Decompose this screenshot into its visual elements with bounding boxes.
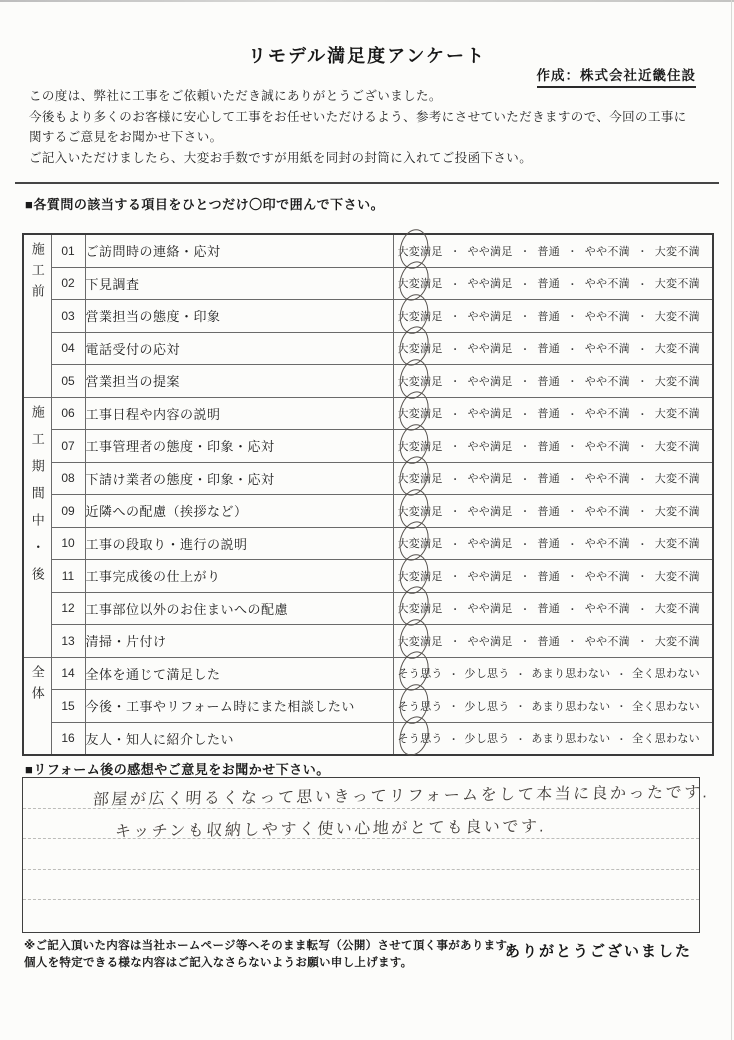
survey-row [23, 657, 713, 690]
question-number: 02 [51, 267, 85, 300]
option-label[interactable]: あまり思わない [531, 700, 611, 713]
option-label[interactable]: 大変不満 [654, 375, 700, 388]
question-text: ご訪問時の連絡・応対 [85, 234, 393, 267]
option-separator: ・ [450, 572, 461, 584]
option-separator: ・ [515, 734, 526, 746]
option-label[interactable]: 普通 [537, 538, 561, 551]
question-text: 工事完成後の仕上がり [85, 560, 393, 593]
options-cell [393, 657, 713, 690]
option-label[interactable]: やや満足 [467, 343, 513, 356]
option-label[interactable]: 大変満足 [398, 405, 443, 421]
question-text: 営業担当の態度・印象 [85, 300, 393, 333]
option-label[interactable]: やや満足 [467, 505, 513, 518]
option-separator: ・ [567, 409, 578, 421]
survey-row [23, 332, 713, 365]
options-cell [393, 365, 713, 398]
option-separator: ・ [567, 474, 578, 486]
intro-line: 関するご意見をお聞かせ下さい。 [29, 130, 223, 144]
option-label[interactable]: 少し思う [464, 668, 510, 681]
option-separator: ・ [637, 279, 648, 291]
option-separator: ・ [450, 312, 461, 324]
comment-ruled-line[interactable] [23, 809, 699, 840]
option-label[interactable]: やや不満 [584, 245, 630, 258]
question-number: 04 [51, 332, 85, 365]
option-separator: ・ [520, 247, 531, 259]
option-label[interactable]: やや満足 [467, 310, 513, 323]
comment-ruled-line[interactable] [23, 870, 699, 901]
option-separator: ・ [450, 344, 461, 356]
option-separator: ・ [515, 702, 526, 714]
option-label[interactable]: そう思う [398, 698, 443, 714]
option-separator: ・ [450, 279, 461, 291]
option-separator: ・ [637, 474, 648, 486]
group-label-cell [23, 397, 51, 657]
option-separator: ・ [567, 247, 578, 259]
option-separator: ・ [450, 604, 461, 616]
option-label[interactable]: 大変満足 [398, 438, 443, 454]
option-label[interactable]: 普通 [537, 440, 561, 453]
question-number: 11 [51, 560, 85, 593]
options-cell [393, 690, 713, 723]
option-label[interactable]: 大変不満 [654, 408, 700, 421]
intro-line: ご記入いただけましたら、大変お手数ですが用紙を同封の封筒に入れてご投函下さい。 [29, 150, 533, 165]
option-label[interactable]: 大変不満 [654, 473, 700, 486]
option-separator: ・ [520, 604, 531, 616]
question-text: 工事の段取り・進行の説明 [85, 527, 393, 560]
option-label[interactable]: あまり思わない [531, 733, 611, 746]
option-separator: ・ [567, 507, 578, 519]
option-separator: ・ [450, 474, 461, 486]
instruction-heading: ■各質問の該当する項目をひとつだけ〇印で囲んで下さい。 [25, 197, 385, 212]
question-text: 全体を通じて満足した [85, 657, 393, 690]
group-label: 施工前 [29, 242, 45, 305]
question-number: 15 [51, 690, 85, 723]
survey-row [23, 430, 713, 463]
option-separator: ・ [616, 734, 627, 746]
option-separator: ・ [567, 377, 578, 389]
question-number: 10 [51, 527, 85, 560]
page-title: リモデル満足度アンケート [247, 46, 487, 66]
option-separator: ・ [520, 539, 531, 551]
question-number: 14 [51, 657, 85, 690]
option-label[interactable]: やや不満 [584, 505, 630, 518]
option-separator: ・ [637, 344, 648, 356]
handwritten-comment: 部屋が広く明るくなって思いきってリフォームをして本当に良かったです. [92, 784, 711, 809]
question-number: 05 [51, 365, 85, 398]
question-text: 清掃・片付け [85, 625, 393, 658]
option-label[interactable]: やや満足 [467, 278, 513, 291]
option-label[interactable]: やや満足 [467, 570, 513, 583]
option-separator: ・ [520, 442, 531, 454]
comment-ruled-line[interactable] [23, 839, 699, 870]
option-label[interactable]: 大変満足 [398, 340, 443, 356]
option-separator: ・ [520, 507, 531, 519]
thanks-message: ありがとうございました [504, 943, 692, 960]
options-cell [393, 397, 713, 430]
option-separator: ・ [616, 702, 627, 714]
option-separator: ・ [567, 312, 578, 324]
options-cell [393, 560, 713, 593]
option-label[interactable]: 普通 [537, 408, 561, 421]
option-label[interactable]: やや不満 [584, 635, 630, 648]
option-separator: ・ [567, 572, 578, 584]
options-cell [393, 267, 713, 300]
option-label[interactable]: 大変満足 [398, 503, 443, 519]
option-separator: ・ [567, 442, 578, 454]
option-separator: ・ [520, 344, 531, 356]
option-separator: ・ [520, 279, 531, 291]
option-separator: ・ [520, 312, 531, 324]
option-separator: ・ [448, 734, 459, 746]
option-label[interactable]: 普通 [537, 505, 561, 518]
intro-paragraph [29, 86, 716, 168]
option-label[interactable]: 大変満足 [398, 600, 443, 616]
option-label[interactable]: 普通 [537, 635, 561, 648]
option-label[interactable]: やや満足 [467, 375, 513, 388]
survey-row [23, 462, 713, 495]
option-label[interactable]: 大変満足 [398, 275, 443, 291]
option-label[interactable]: やや満足 [467, 408, 513, 421]
survey-row [23, 592, 713, 625]
question-number: 12 [51, 592, 85, 625]
option-label[interactable]: 大変不満 [654, 505, 700, 518]
option-label[interactable]: 大変満足 [398, 568, 443, 584]
option-label[interactable]: 普通 [537, 310, 561, 323]
option-label[interactable]: やや満足 [467, 635, 513, 648]
option-separator: ・ [637, 539, 648, 551]
options-cell [393, 300, 713, 333]
option-separator: ・ [520, 409, 531, 421]
question-text: 営業担当の提案 [85, 365, 393, 398]
group-label-cell [23, 234, 51, 397]
option-separator: ・ [567, 637, 578, 649]
option-separator: ・ [567, 279, 578, 291]
option-separator: ・ [567, 539, 578, 551]
question-number: 03 [51, 300, 85, 333]
option-label[interactable]: そう思う [398, 665, 443, 681]
option-label[interactable]: やや不満 [584, 408, 630, 421]
survey-row [23, 495, 713, 528]
option-label[interactable]: 大変不満 [654, 440, 700, 453]
option-separator: ・ [520, 377, 531, 389]
comments-heading: ■リフォーム後の感想やご意見をお聞かせ下さい。 [25, 762, 330, 777]
option-separator: ・ [616, 669, 627, 681]
survey-row [23, 560, 713, 593]
selection-circle-mark [396, 226, 432, 271]
option-label[interactable]: やや満足 [467, 473, 513, 486]
comment-ruled-line[interactable] [23, 778, 711, 809]
option-separator: ・ [448, 702, 459, 714]
option-label[interactable]: 大変不満 [654, 635, 700, 648]
option-label[interactable]: 大変満足 [398, 308, 443, 324]
survey-row [23, 722, 713, 755]
option-label[interactable]: やや不満 [584, 603, 630, 616]
option-label[interactable]: 大変不満 [654, 603, 700, 616]
question-text: 電話受付の応対 [85, 332, 393, 365]
question-number: 06 [51, 397, 85, 430]
intro-line: 今後もより多くのお客様に安心して工事をお任せいただけるよう、参考にさせていただきますので、今回の工事に [29, 109, 687, 124]
option-label[interactable]: 大変不満 [654, 538, 700, 551]
question-number: 07 [51, 430, 85, 463]
option-label[interactable]: 少し思う [464, 733, 510, 746]
survey-row [23, 365, 713, 398]
option-label[interactable]: 普通 [537, 375, 561, 388]
option-label[interactable]: やや満足 [467, 538, 513, 551]
option-label[interactable]: 全く思わない [632, 668, 700, 681]
option-label[interactable]: 大変不満 [654, 343, 700, 356]
comment-ruled-line[interactable] [23, 900, 699, 931]
option-separator: ・ [637, 377, 648, 389]
question-number: 16 [51, 722, 85, 755]
option-label[interactable]: やや不満 [584, 538, 630, 551]
option-separator: ・ [515, 669, 526, 681]
option-separator: ・ [637, 604, 648, 616]
option-label[interactable]: 大変不満 [654, 278, 700, 291]
option-separator: ・ [450, 247, 461, 259]
options-cell [393, 332, 713, 365]
option-separator: ・ [448, 669, 459, 681]
option-label[interactable]: 普通 [537, 473, 561, 486]
option-label[interactable]: 普通 [537, 245, 561, 258]
option-label[interactable]: 全く思わない [632, 700, 700, 713]
survey-row [23, 234, 713, 267]
survey-row [23, 527, 713, 560]
question-number: 08 [51, 462, 85, 495]
option-separator: ・ [637, 507, 648, 519]
option-label[interactable]: やや不満 [584, 278, 630, 291]
option-label[interactable]: 大変満足 [398, 470, 443, 486]
option-label[interactable]: やや不満 [584, 570, 630, 583]
footer-note-line: ※ご記入頂いた内容は当社ホームページ等へそのまま転写（公開）させて頂く事があります。 [24, 940, 519, 952]
option-label[interactable]: 大変満足 [398, 633, 443, 649]
options-cell [393, 625, 713, 658]
section-divider [15, 182, 719, 184]
option-separator: ・ [520, 572, 531, 584]
option-label[interactable]: 普通 [537, 570, 561, 583]
option-label[interactable]: やや不満 [584, 440, 630, 453]
option-separator: ・ [637, 247, 648, 259]
options-cell [393, 592, 713, 625]
option-separator: ・ [450, 442, 461, 454]
question-number: 13 [51, 625, 85, 658]
option-label[interactable]: 普通 [537, 603, 561, 616]
option-label[interactable]: やや不満 [584, 375, 630, 388]
options-cell [393, 722, 713, 755]
option-label[interactable]: 全く思わない [632, 733, 700, 746]
option-label[interactable]: 普通 [537, 278, 561, 291]
survey-row [23, 397, 713, 430]
option-label[interactable]: やや満足 [467, 245, 513, 258]
option-separator: ・ [637, 572, 648, 584]
footer-notes [24, 938, 518, 972]
survey-row [23, 300, 713, 333]
option-separator: ・ [567, 604, 578, 616]
intro-line: この度は、弊社に工事をご依頼いただき誠にありがとうございました。 [29, 89, 442, 103]
question-text: 友人・知人に紹介したい [85, 722, 393, 755]
option-separator: ・ [450, 637, 461, 649]
option-separator: ・ [567, 344, 578, 356]
survey-table [22, 233, 714, 756]
option-label[interactable]: 大変不満 [654, 310, 700, 323]
option-label[interactable]: やや不満 [584, 343, 630, 356]
option-separator: ・ [450, 377, 461, 389]
survey-row [23, 625, 713, 658]
option-label[interactable]: 大変満足 [398, 373, 443, 389]
footer-note-line: 個人を特定できる様な内容はご記入なさらないようお願い申し上げます。 [24, 957, 413, 969]
question-text: 工事日程や内容の説明 [85, 397, 393, 430]
options-cell [393, 527, 713, 560]
option-separator: ・ [520, 474, 531, 486]
option-label[interactable]: やや満足 [467, 440, 513, 453]
options-cell [393, 234, 713, 267]
option-separator: ・ [450, 409, 461, 421]
options-cell [393, 462, 713, 495]
question-text: 近隣への配慮（挨拶など） [85, 495, 393, 528]
option-separator: ・ [450, 507, 461, 519]
group-label-cell [23, 657, 51, 755]
question-number: 01 [51, 234, 85, 267]
option-label[interactable]: 少し思う [464, 700, 510, 713]
option-label[interactable]: やや満足 [467, 603, 513, 616]
question-text: 工事管理者の態度・印象・応対 [85, 430, 393, 463]
option-label[interactable]: 大変不満 [654, 245, 700, 258]
survey-row [23, 267, 713, 300]
options-cell [393, 495, 713, 528]
option-separator: ・ [637, 442, 648, 454]
option-label[interactable]: そう思う [398, 730, 443, 746]
option-label[interactable]: やや不満 [584, 473, 630, 486]
options-cell [393, 430, 713, 463]
author-label: 作成：株式会社近畿住設 [537, 64, 697, 88]
group-label: 施工期間中・後 [29, 404, 45, 594]
option-label[interactable]: 大変不満 [654, 570, 700, 583]
question-text: 工事部位以外のお住まいへの配慮 [85, 592, 393, 625]
question-text: 下見調査 [85, 267, 393, 300]
option-label[interactable]: 大変満足 [398, 535, 443, 551]
handwritten-comment: キッチンも収納しやすく使い心地がとても良いです. [114, 817, 547, 841]
option-separator: ・ [637, 637, 648, 649]
question-number: 09 [51, 495, 85, 528]
option-separator: ・ [637, 312, 648, 324]
option-label[interactable]: やや不満 [584, 310, 630, 323]
option-label[interactable]: 普通 [537, 343, 561, 356]
option-label[interactable]: あまり思わない [531, 668, 611, 681]
option-label[interactable]: 大変満足 [398, 243, 443, 259]
option-separator: ・ [450, 539, 461, 551]
question-text: 下請け業者の態度・印象・応対 [85, 462, 393, 495]
option-separator: ・ [520, 637, 531, 649]
group-label: 全体 [29, 664, 45, 707]
option-separator: ・ [637, 409, 648, 421]
comments-box[interactable] [22, 777, 711, 933]
question-text: 今後・工事やリフォーム時にまた相談したい [85, 690, 393, 723]
survey-row [23, 690, 713, 723]
